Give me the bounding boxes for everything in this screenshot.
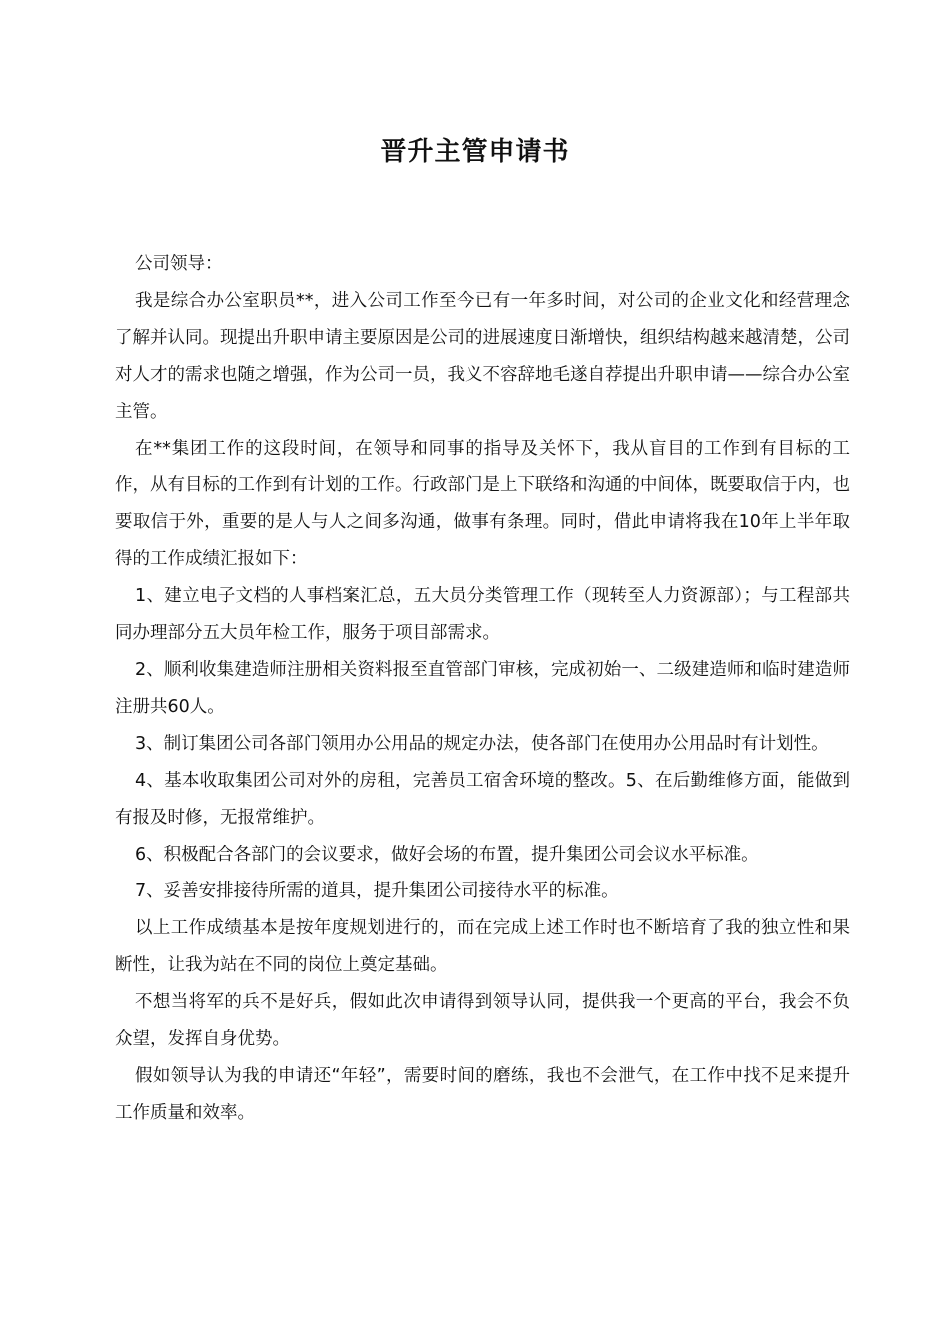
document-body bbox=[115, 246, 850, 1132]
achievement-item-6: 6、积极配合各部门的会议要求，做好会场的布置，提升集团公司会议水平标准。 bbox=[135, 844, 759, 865]
paragraph-closing: 假如领导认为我的申请还“年轻”，需要时间的磨练，我也不会泄气，在工作中找不足来提升工作质量和效率。 bbox=[115, 1065, 850, 1123]
achievement-item-4-5: 4、基本收取集团公司对外的房租，完善员工宿舍环境的整改。5、在后勤维修方面，能做到有报及时修，无报常维护。 bbox=[115, 770, 850, 828]
salutation: 公司领导： bbox=[135, 254, 223, 274]
paragraph-aspiration: 不想当将军的兵不是好兵，假如此次申请得到领导认同，提供我一个更高的平台，我会不负众望，发挥自身优势。 bbox=[115, 992, 850, 1050]
achievement-item-3: 3、制订集团公司各部门领用办公用品的规定办法，使各部门在使用办公用品时有计划性。 bbox=[135, 733, 829, 754]
achievement-item-1: 1、建立电子文档的人事档案汇总，五大员分类管理工作（现转至人力资源部）；与工程部共同办理部分五大员年检工作，服务于项目部需求。 bbox=[115, 586, 850, 644]
paragraph-summary: 以上工作成绩基本是按年度规划进行的，而在完成上述工作时也不断培育了我的独立性和果断性，让我为站在不同的岗位上奠定基础。 bbox=[115, 918, 850, 976]
achievement-item-7: 7、妥善安排接待所需的道具，提升集团公司接待水平的标准。 bbox=[135, 881, 619, 902]
document-title: 晋升主管申请书 bbox=[380, 137, 570, 167]
paragraph-intro: 我是综合办公室职员**，进入公司工作至今已有一年多时间，对公司的企业文化和经营理念了解并认同。现提出升职申请主要原因是公司的进展速度日渐增快，组织结构越来越清楚，公司对人才的需求也随之增强，作为公司一员，我义不容辞地毛遂自荐提出升职申请——综合办公室主管。 bbox=[115, 290, 850, 422]
achievement-item-2: 2、顺利收集建造师注册相关资料报至直管部门审核，完成初始一、二级建造师和临时建造师注册共60人。 bbox=[115, 659, 850, 717]
paragraph-experience: 在**集团工作的这段时间，在领导和同事的指导及关怀下，我从盲目的工作到有目标的工作，从有目标的工作到有计划的工作。行政部门是上下联络和沟通的中间体，既要取信于内，也要取信于外，重要的是人与人之间多沟通，做事有条理。同时，借此申请将我在10年上半年取得的工作成绩汇报如下： bbox=[115, 438, 850, 570]
